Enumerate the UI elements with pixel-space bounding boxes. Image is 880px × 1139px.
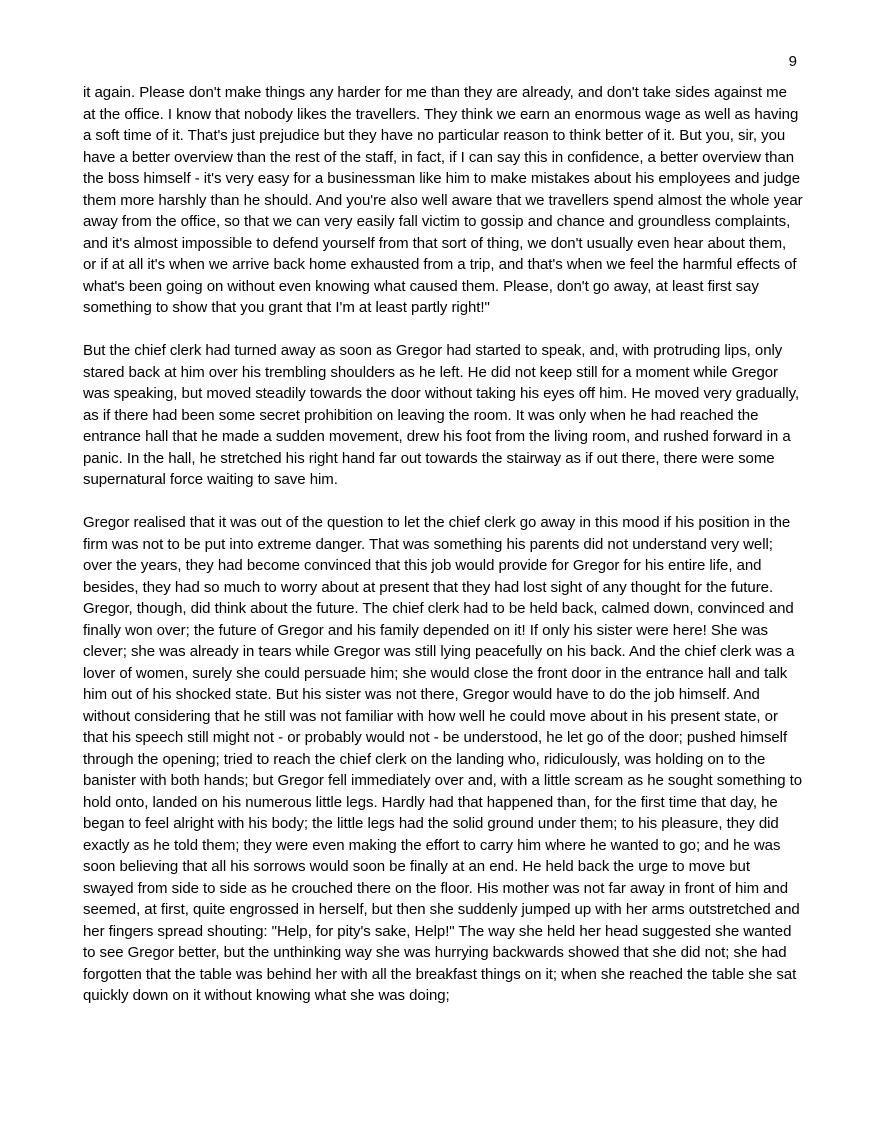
- paragraph-1: it again. Please don't make things any harder for me than they are already, and don't take sides against me at the office. I know that nobody likes the travellers. They think we earn an enormous wage as well as having a soft time of it. That's just prejudice but they have no particular reason to think better of it. But you, sir, you have a better overview than the rest of the staff, in fact, if I can say this in confidence, a better overview than the boss himself - it's very easy for a businessman like him to make mistakes about his employees and judge them more harshly than he should. And you're also well aware that we travellers spend almost the whole year away from the office, so that we can very easily fall victim to gossip and chance and groundless complaints, and it's almost impossible to defend yourself from that sort of thing, we don't usually even hear about them, or if at all it's when we arrive back home exhausted from a trip, and that's when we feel the harmful effects of what's been going on without even knowing what caused them. Please, don't go away, at least first say something to show that you grant that I'm at least partly right!": [83, 84, 803, 316]
- paragraph-2: But the chief clerk had turned away as soon as Gregor had started to speak, and, with protruding lips, only stared back at him over his trembling shoulders as he left. He did not keep still for a moment while Gregor was speaking, but moved steadily towards the door without taking his eyes off him. He moved very gradually, as if there had been some secret prohibition on leaving the room. It was only when he had reached the entrance hall that he made a sudden movement, drew his foot from the living room, and rushed forward in a panic. In the hall, he stretched his right hand far out towards the stairway as if out there, there were some supernatural force waiting to save him.: [83, 342, 800, 488]
- page-number: 9: [788, 53, 797, 70]
- document-body: [83, 82, 803, 1028]
- paragraph-3: Gregor realised that it was out of the question to let the chief clerk go away in this mood if his position in the firm was not to be put into extreme danger. That was something his parents did not understand very well; over the years, they had become convinced that this job would provide for Gregor for his entire life, and besides, they had so much to worry about at present that they had lost sight of any thought for the future. Gregor, though, did think about the future. The chief clerk had to be held back, calmed down, convinced and finally won over; the future of Gregor and his family depended on it! If only his sister were here! She was clever; she was already in tears while Gregor was still lying peacefully on his back. And the chief clerk was a lover of women, surely she could persuade him; she would close the front door in the entrance hall and talk him out of his shocked state. But his sister was not there, Gregor would have to do the job himself. And without considering that he still was not familiar with how well he could move about in his present state, or that his speech still might not - or probably would not - be understood, he let go of the door; pushed himself through the opening; tried to reach the chief clerk on the landing who, ridiculously, was holding on to the banister with both hands; but Gregor fell immediately over and, with a little scream as he sought something to hold onto, landed on his numerous little legs. Hardly had that happened than, for the first time that day, he began to feel alright with his body; the little legs had the solid ground under them; to his pleasure, they did exactly as he told them; they were even making the effort to carry him where he wanted to go; and he was soon believing that all his sorrows would soon be finally at an end. He held back the urge to move but swayed from side to side as he crouched there on the floor. His mother was not far away in front of him and seemed, at first, quite engrossed in herself, but then she suddenly jumped up with her arms outstretched and her fingers spread shouting: "Help, for pity's sake, Help!" The way she held her head suggested she wanted to see Gregor better, but the unthinking way she was hurrying backwards showed that she did not; she had forgotten that the table was behind her with all the breakfast things on it; when she reached the table she sat quickly down on it without knowing what she was doing;: [83, 514, 803, 1004]
